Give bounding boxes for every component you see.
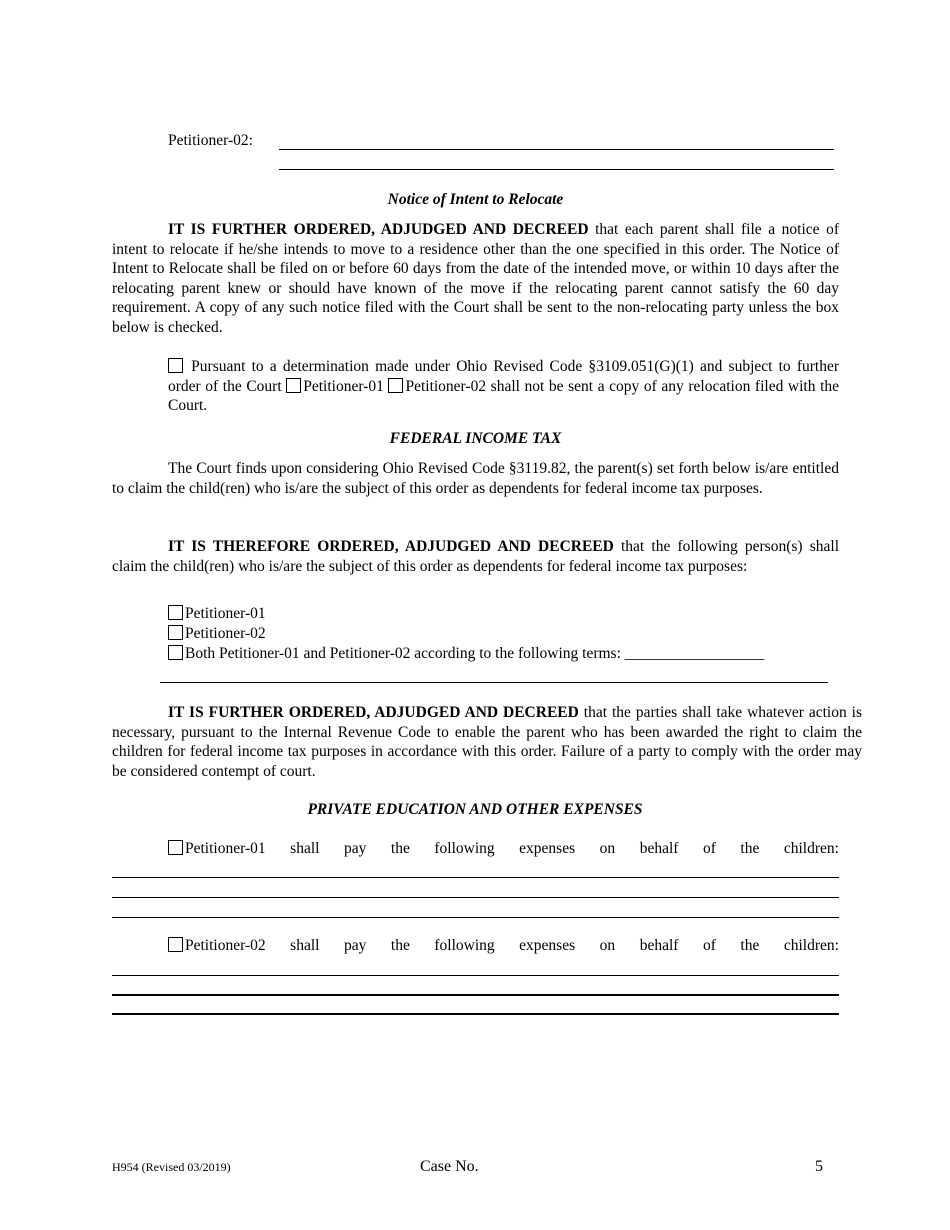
education-p1-line-2[interactable] bbox=[112, 897, 839, 898]
education-petitioner-02-checkbox[interactable] bbox=[168, 937, 183, 952]
education-p1-word: on bbox=[599, 840, 616, 857]
education-p1-word: following bbox=[434, 840, 495, 857]
education-p2-word: expenses bbox=[519, 937, 576, 954]
relocate-option-text: Pursuant to a determination made under Ohio Revised Code §3109.051(G)(1) and subject to further order of the Court bbox=[168, 358, 839, 395]
education-p1-word: pay bbox=[343, 840, 367, 857]
education-p1-line-1[interactable] bbox=[112, 877, 839, 878]
tax-petitioner-02-checkbox[interactable] bbox=[168, 625, 183, 640]
relocate-exempt-checkbox[interactable] bbox=[168, 358, 183, 373]
education-petitioner-01-row bbox=[168, 840, 839, 858]
education-p2-word: following bbox=[434, 937, 495, 954]
footer-case-number: Case No. bbox=[420, 1158, 479, 1175]
education-p2-word: children: bbox=[783, 937, 839, 954]
tax-finding: The Court finds upon considering Ohio Revised Code §3119.82, the parent(s) set forth below is/are entitled to claim the child(ren) who is/are the subject of this order as dependents for federal income tax purposes. bbox=[112, 460, 839, 497]
education-p1-word: behalf bbox=[639, 840, 679, 857]
education-p2-line-3[interactable] bbox=[112, 1013, 839, 1015]
tax-option-petitioner-02[interactable] bbox=[168, 625, 266, 643]
education-p1-line-3[interactable] bbox=[112, 917, 839, 918]
tax-both-checkbox[interactable] bbox=[168, 645, 183, 660]
tax-order-paragraph bbox=[112, 537, 839, 576]
relocate-option-p2: Petitioner-02 shall not be sent a copy of any relocation filed with the Court. bbox=[168, 377, 840, 414]
footer-page-number: 5 bbox=[815, 1158, 823, 1175]
education-p1-word: expenses bbox=[519, 840, 576, 857]
education-p2-word: behalf bbox=[639, 937, 679, 954]
petitioner-02-line-2[interactable] bbox=[279, 169, 834, 170]
education-p2-word: the bbox=[740, 937, 760, 954]
education-heading: PRIVATE EDUCATION AND OTHER EXPENSES bbox=[307, 801, 643, 818]
education-petitioner-02-row bbox=[168, 937, 839, 955]
education-p2-word: shall bbox=[290, 937, 320, 954]
relocate-paragraph bbox=[112, 220, 839, 337]
tax-further-lead: IT IS FURTHER ORDERED, ADJUDGED AND DECREED bbox=[168, 704, 579, 721]
education-p1-word: of bbox=[702, 840, 716, 857]
petitioner-02-label: Petitioner-02: bbox=[168, 132, 253, 149]
tax-order-body: that the following person(s) shall claim the child(ren) who is/are the subject of this order as dependents for federal income tax purposes: bbox=[112, 538, 839, 575]
tax-further-body: that the parties shall take whatever action is necessary, pursuant to the Internal Revenue Code to enable the parent who has been awarded the right to claim the children for federal income tax purposes in accordance with this order. Failure of a party to comply with the order may be considered contempt of court. bbox=[112, 704, 862, 780]
relocate-body: that each parent shall file a notice of intent to relocate if he/she intends to move to a residence other than the one specified in this order. The Notice of Intent to Relocate shall be filed on or before 60 days from the date of the intended move, or within 10 days after the relocating parent knew or should have known of the move if the relocating parent cannot satisfy the 60 day requirement. A copy of any such notice filed with the Court shall be sent to the non-relocating party unless the box below is checked. bbox=[112, 221, 839, 336]
education-p2-word: of bbox=[702, 937, 716, 954]
tax-order-lead: IT IS THEREFORE ORDERED, ADJUDGED AND DECREED bbox=[168, 538, 614, 555]
tax-option-petitioner-01[interactable] bbox=[168, 605, 266, 623]
education-p2-word: the bbox=[390, 937, 410, 954]
education-p1-word: the bbox=[390, 840, 410, 857]
relocate-option-paragraph bbox=[168, 357, 839, 416]
education-p1-word: the bbox=[740, 840, 760, 857]
education-p1-word: shall bbox=[290, 840, 320, 857]
education-p1-word: Petitioner-01 bbox=[168, 840, 266, 858]
petitioner-02-line-1[interactable] bbox=[279, 149, 834, 150]
tax-option-label: Both Petitioner-01 and Petitioner-02 according to the following terms: __________________ bbox=[185, 645, 765, 662]
tax-option-both[interactable] bbox=[168, 645, 764, 663]
education-p2-word: pay bbox=[343, 937, 367, 954]
tax-heading: FEDERAL INCOME TAX bbox=[389, 430, 562, 447]
relocate-petitioner-02-checkbox[interactable] bbox=[388, 378, 403, 393]
tax-petitioner-01-checkbox[interactable] bbox=[168, 605, 183, 620]
education-p2-word: on bbox=[599, 937, 616, 954]
education-p2-line-2[interactable] bbox=[112, 994, 839, 996]
tax-terms-line[interactable] bbox=[160, 682, 828, 683]
education-p1-word: children: bbox=[783, 840, 839, 857]
tax-option-label: Petitioner-02 bbox=[185, 625, 266, 642]
relocate-option-p1: Petitioner-01 bbox=[303, 377, 389, 395]
footer-form-number: H954 (Revised 03/2019) bbox=[112, 1160, 231, 1174]
education-p2-line-1[interactable] bbox=[112, 975, 839, 976]
education-p2-word: Petitioner-02 bbox=[168, 937, 266, 955]
relocate-heading: Notice of Intent to Relocate bbox=[387, 191, 564, 208]
tax-option-label: Petitioner-01 bbox=[185, 605, 266, 622]
relocate-petitioner-01-checkbox[interactable] bbox=[286, 378, 301, 393]
tax-further-paragraph bbox=[112, 703, 862, 781]
education-petitioner-01-checkbox[interactable] bbox=[168, 840, 183, 855]
relocate-lead: IT IS FURTHER ORDERED, ADJUDGED AND DECREED bbox=[168, 221, 589, 238]
